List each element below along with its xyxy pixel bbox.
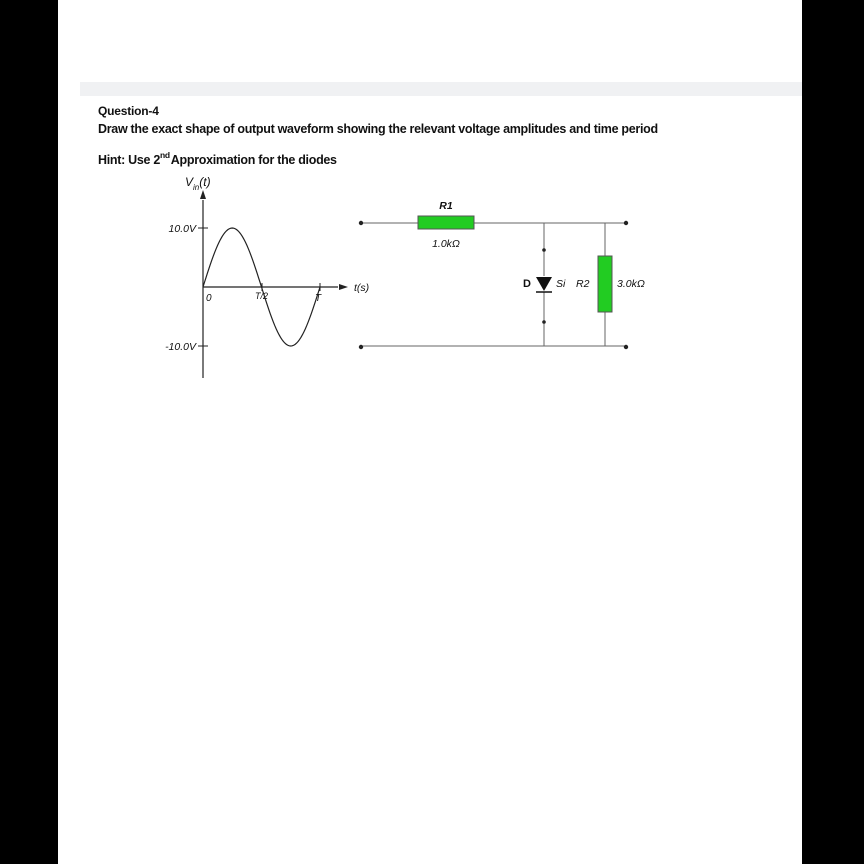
r1-value-label: 1.0kΩ bbox=[432, 238, 460, 250]
diode-symbol bbox=[536, 277, 552, 291]
origin-label: 0 bbox=[206, 293, 212, 304]
diode-type-label: Si bbox=[556, 278, 566, 290]
output-terminal-top bbox=[624, 221, 628, 225]
circuit bbox=[359, 200, 645, 349]
period-label: T bbox=[315, 293, 322, 304]
input-waveform bbox=[165, 175, 369, 378]
resistor-r2 bbox=[598, 256, 612, 312]
y-axis-arrow bbox=[200, 190, 206, 199]
diode-node-top bbox=[542, 248, 546, 252]
r1-name-label: R1 bbox=[439, 200, 453, 212]
hint-superscript: nd bbox=[160, 150, 170, 160]
half-period-label: T/2 bbox=[255, 291, 269, 301]
hint-prefix: Hint: Use 2 bbox=[98, 153, 160, 167]
diode-label: D bbox=[523, 278, 531, 290]
y-min-label: -10.0V bbox=[165, 341, 196, 353]
x-axis-label: t(s) bbox=[354, 282, 370, 294]
y-max-label: 10.0V bbox=[168, 223, 196, 235]
diode-node-bottom bbox=[542, 320, 546, 324]
question-body: Draw the exact shape of output waveform showing the relevant voltage amplitudes and time period bbox=[98, 122, 658, 136]
hint-suffix: Approximation for the diodes bbox=[170, 153, 337, 167]
input-terminal-top bbox=[359, 221, 363, 225]
output-terminal-bottom bbox=[624, 345, 628, 349]
x-axis-arrow bbox=[339, 284, 348, 290]
y-axis-label: $V_{in}(t)$ bbox=[185, 175, 211, 192]
resistor-r1 bbox=[418, 216, 474, 229]
input-terminal-bottom bbox=[359, 345, 363, 349]
question-title: Question-4 bbox=[98, 104, 159, 118]
r2-value-label: 3.0kΩ bbox=[617, 278, 645, 290]
r2-name-label: R2 bbox=[576, 278, 590, 290]
